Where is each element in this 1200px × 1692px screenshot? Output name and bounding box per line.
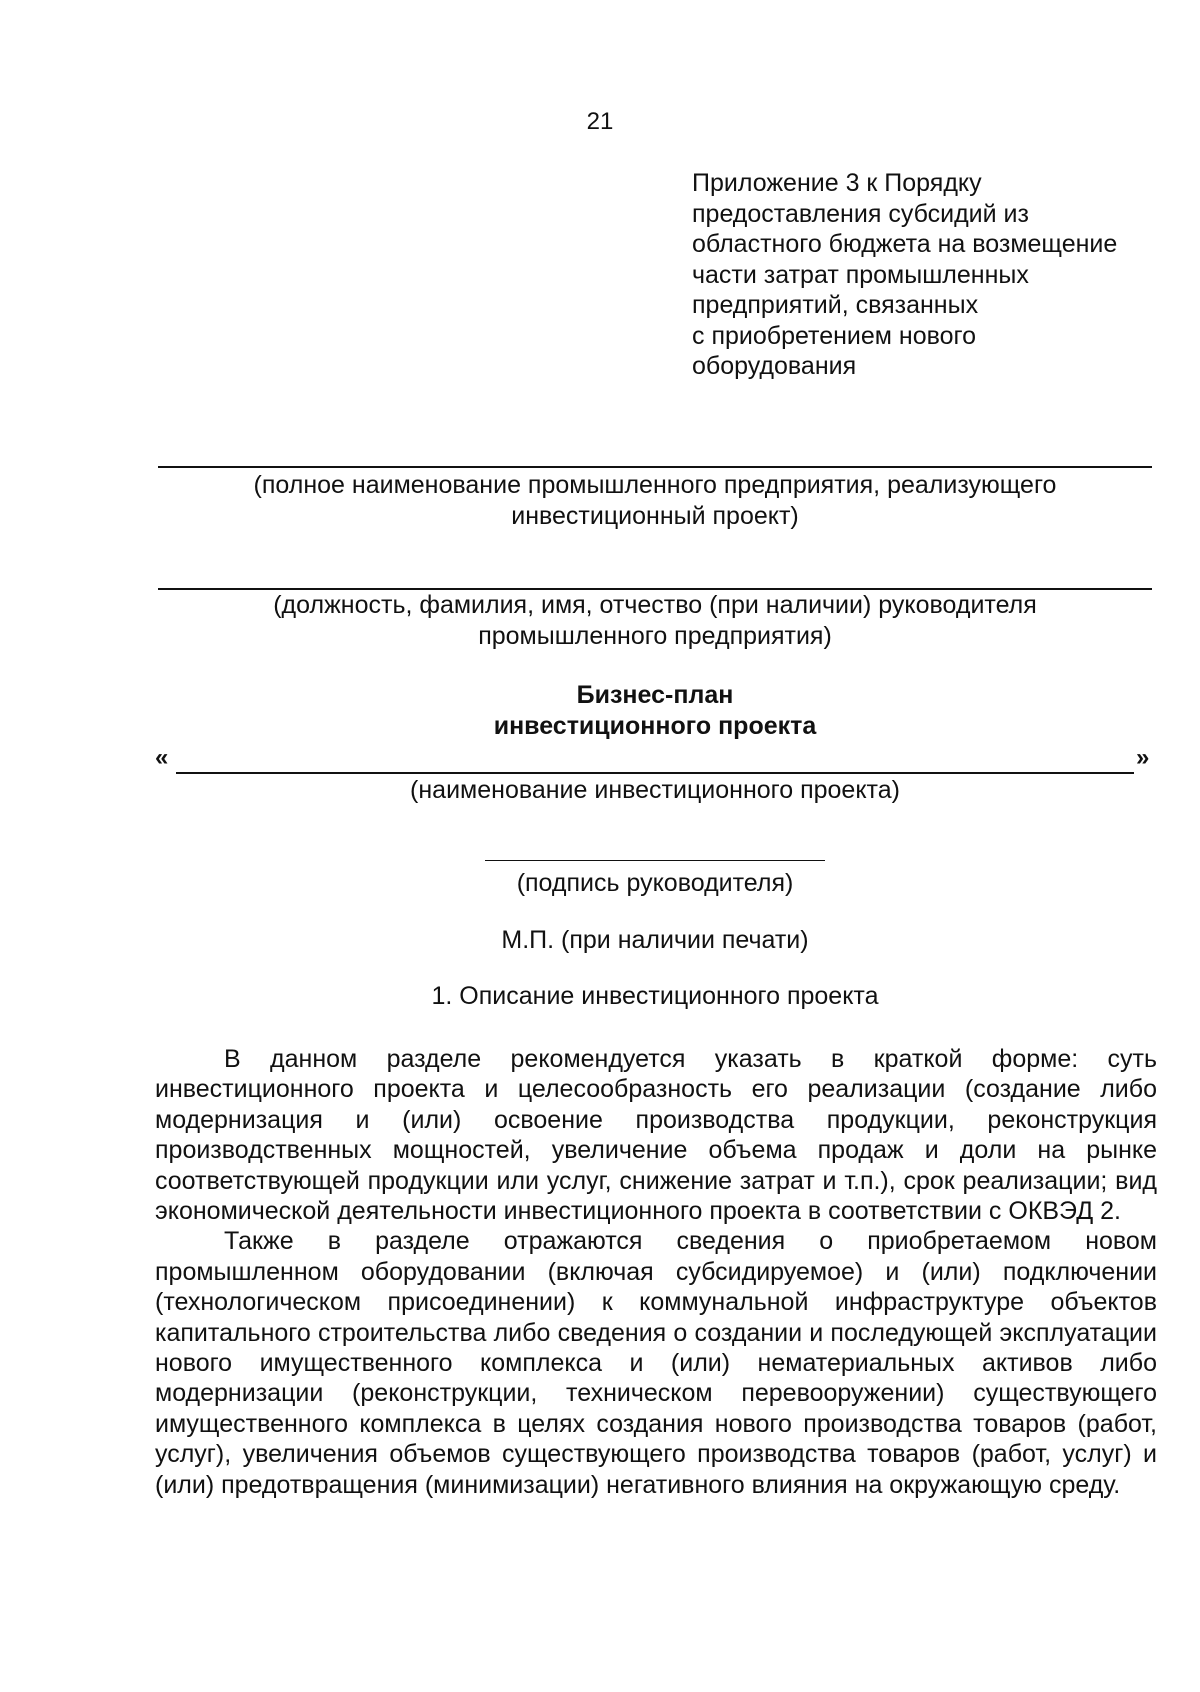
appendix-line: областного бюджета на возмещение — [692, 230, 1118, 258]
company-name-line — [158, 466, 1152, 468]
head-caption-line: промышленного предприятия) — [478, 622, 832, 650]
appendix-note — [692, 168, 1172, 382]
appendix-line: части затрат промышленных — [692, 260, 1029, 289]
section-heading: 1. Описание инвестиционного проекта — [431, 982, 879, 1010]
head-caption-line: (должность, фамилия, имя, отчество (при наличии) руководителя — [273, 591, 1037, 619]
title-line: инвестиционного проекта — [493, 712, 817, 740]
appendix-line: предоставления субсидий из — [692, 199, 1029, 228]
title-line: Бизнес-план — [576, 681, 734, 709]
appendix-line: оборудования — [692, 352, 857, 380]
signature-caption: (подпись руководителя) — [516, 869, 794, 897]
open-quote: « — [155, 744, 169, 771]
company-caption-line: инвестиционный проект) — [511, 502, 799, 530]
project-name-caption: (наименование инвестиционного проекта) — [410, 776, 900, 804]
appendix-line: с приобретением нового — [692, 321, 977, 350]
company-name-caption — [160, 470, 1150, 532]
signature-line — [485, 860, 825, 861]
company-caption-line: (полное наименование промышленного предприятия, реализующего — [253, 471, 1057, 499]
close-quote: » — [1136, 744, 1150, 771]
head-name-caption — [160, 590, 1150, 652]
paragraph: Также в разделе отражаются сведения о приобретаемом новом промышленном оборудовании (включая субсидируемое) и (или) подключении (технологическом присоединении) к коммунальной инфраструктуре объектов капитального строительства либо сведения о создании и последующей эксплуатации нового имущественного комплекса и (или) нематериальных активов либо модернизации (реконструкции, техническом перевооружении) существующего имущественного комплекса в целях создания нового производства товаров (работ, услуг), увеличения объемов существующего производства товаров (работ, услуг) и (или) предотвращения (минимизации) негативного влияния на окружающую среду. — [155, 1227, 1157, 1499]
section-body — [155, 1044, 1157, 1500]
document-title — [160, 680, 1150, 742]
appendix-line: Приложение 3 к Порядку — [692, 169, 982, 197]
page-number: 21 — [586, 108, 614, 135]
seal-note: М.П. (при наличии печати) — [501, 926, 809, 954]
paragraph: В данном разделе рекомендуется указать в краткой форме: суть инвестиционного проекта и целесообразность его реализации (создание либо модернизация и (или) освоение производства продукции, реконструкция производственных мощностей, увеличение объема продаж и доли на рынке соответствующей продукции или услуг, снижение затрат и т.п.), срок реализации; вид экономической деятельности инвестиционного проекта в соответствии с ОКВЭД 2. — [155, 1045, 1157, 1226]
appendix-line: предприятий, связанных — [692, 291, 979, 319]
project-name-line — [176, 772, 1134, 774]
